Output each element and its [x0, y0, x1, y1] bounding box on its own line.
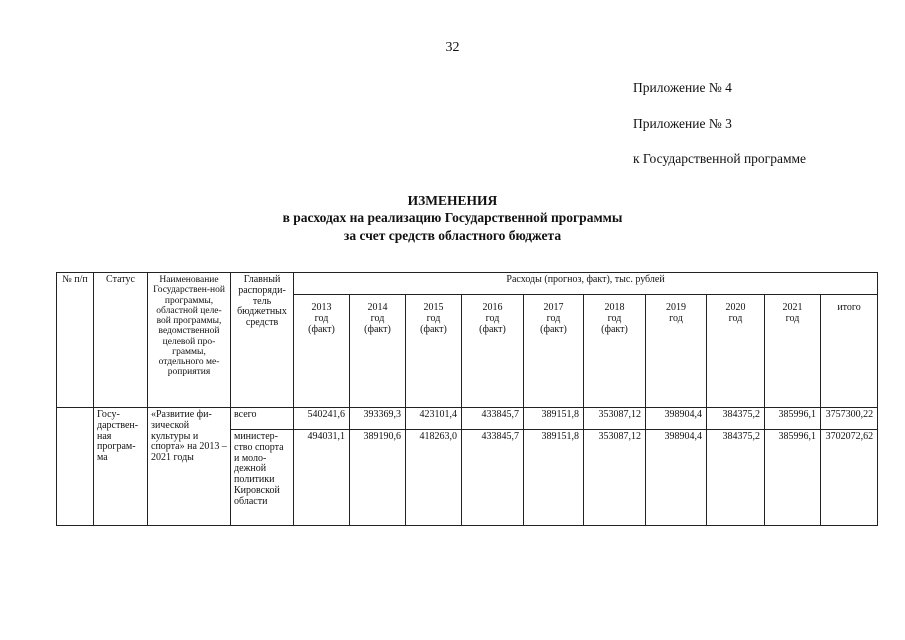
cell-total: 3757300,22 — [821, 408, 878, 430]
cell-value: 540241,6 — [294, 408, 350, 430]
cell-value: 389151,8 — [524, 408, 584, 430]
cell-value: 353087,12 — [584, 430, 646, 526]
year-header-2017: 2017 год (факт) — [524, 295, 584, 408]
cell-value: 353087,12 — [584, 408, 646, 430]
header-name: Наименование Государствен-ной программы, областной целе-вой программы, ведомственной целевой про-граммы, отдельного ме-роприятия — [148, 273, 231, 408]
cell-num — [57, 408, 94, 526]
cell-value: 389190,6 — [350, 430, 406, 526]
year-header-2014: 2014 год (факт) — [350, 295, 406, 408]
document-subtitle-1: в расходах на реализацию Государственной программы — [282, 210, 623, 225]
cell-program-name: «Развитие фи-зической культуры и спорта» на 2013 – 2021 годы — [148, 408, 231, 526]
cell-value: 389151,8 — [524, 430, 584, 526]
cell-value: 398904,4 — [646, 430, 707, 526]
year-header-2021: 2021 год — [765, 295, 821, 408]
document-title: ИЗМЕНЕНИЯ — [407, 193, 498, 208]
header-total: итого — [821, 295, 878, 408]
cell-status: Госу-дарствен-ная програм-ма — [94, 408, 148, 526]
cell-value: 398904,4 — [646, 408, 707, 430]
header-expenses: Расходы (прогноз, факт), тыс. рублей — [294, 273, 878, 295]
year-header-2016: 2016 год (факт) — [462, 295, 524, 408]
cell-value: 423101,4 — [406, 408, 462, 430]
header-manager: Главный распоряди-тель бюджетных средств — [231, 273, 294, 408]
cell-value: 433845,7 — [462, 408, 524, 430]
cell-total: 3702072,62 — [821, 430, 878, 526]
cell-value: 384375,2 — [707, 430, 765, 526]
cell-value: 385996,1 — [765, 408, 821, 430]
cell-value: 418263,0 — [406, 430, 462, 526]
year-header-2020: 2020 год — [707, 295, 765, 408]
document-subtitle-2: за счет средств областного бюджета — [343, 228, 562, 243]
year-header-2019: 2019 год — [646, 295, 707, 408]
cell-manager: всего — [231, 408, 294, 430]
expenses-table — [56, 272, 878, 526]
year-header-2015: 2015 год (факт) — [406, 295, 462, 408]
cell-value: 494031,1 — [294, 430, 350, 526]
header-num: № п/п — [57, 273, 94, 408]
cell-value: 393369,3 — [350, 408, 406, 430]
year-header-2018: 2018 год (факт) — [584, 295, 646, 408]
cell-value: 385996,1 — [765, 430, 821, 526]
appendix-line-3: к Государственной программе — [633, 151, 807, 166]
appendix-line-2: Приложение № 3 — [633, 116, 732, 131]
appendix-line-1: Приложение № 4 — [633, 80, 732, 95]
year-header-2013: 2013 год (факт) — [294, 295, 350, 408]
cell-value: 433845,7 — [462, 430, 524, 526]
cell-value: 384375,2 — [707, 408, 765, 430]
page-number: 32 — [445, 40, 460, 55]
table-row — [57, 408, 878, 430]
cell-manager: министер-ство спорта и моло-дежной политики Кировской области — [231, 430, 294, 526]
header-status: Статус — [94, 273, 148, 408]
